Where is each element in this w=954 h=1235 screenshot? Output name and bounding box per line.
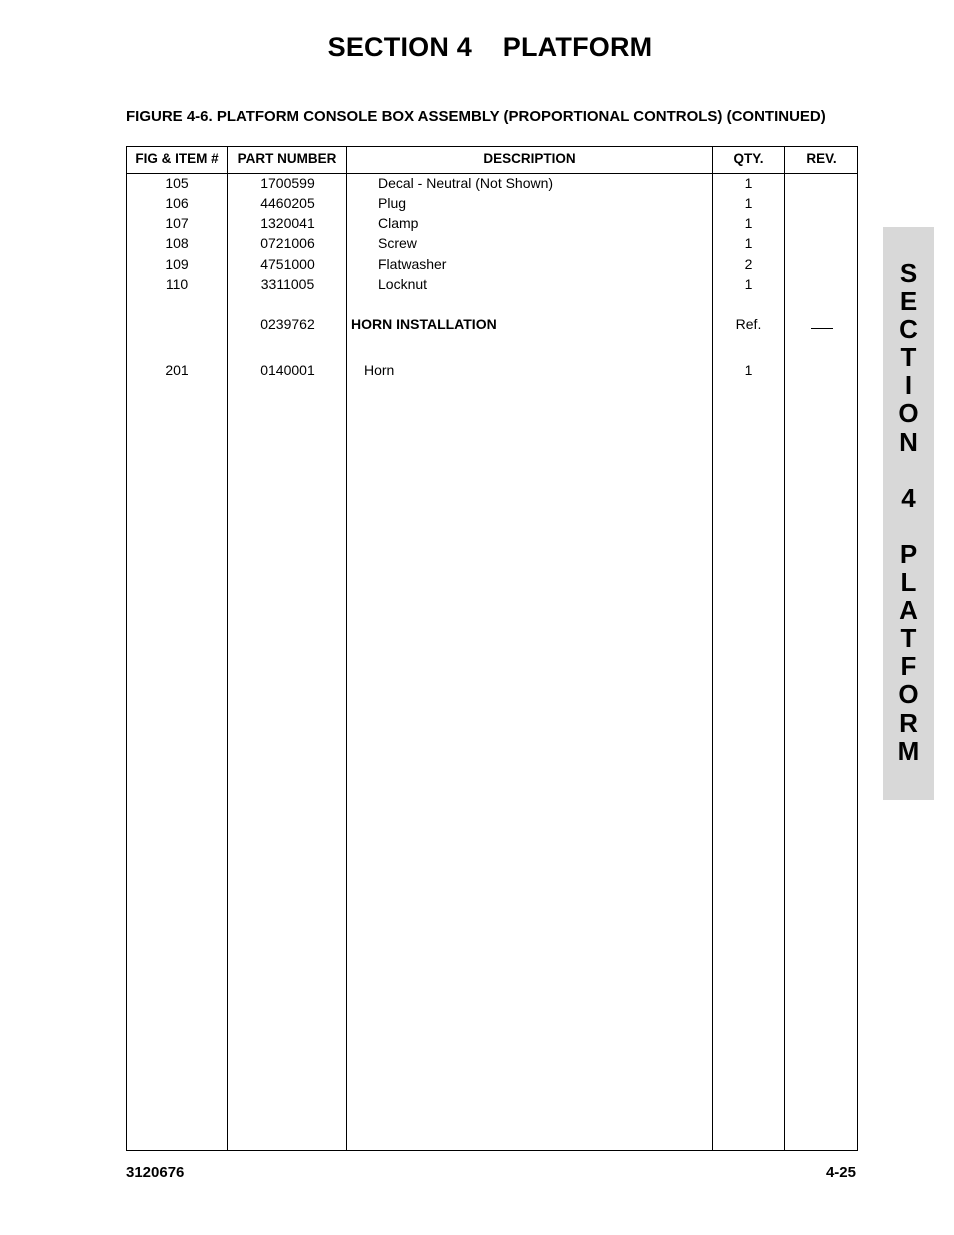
column-divider bbox=[346, 147, 347, 1150]
column-header-qty: QTY. bbox=[733, 151, 764, 166]
part-number: 3311005 bbox=[260, 276, 315, 292]
description: Decal - Neutral (Not Shown) bbox=[378, 175, 554, 191]
part-number: 0721006 bbox=[260, 235, 315, 251]
section-side-tab bbox=[883, 227, 934, 800]
page-title: SECTION 4 PLATFORM bbox=[327, 32, 653, 62]
quantity: 1 bbox=[744, 276, 753, 292]
description: Locknut bbox=[378, 276, 428, 292]
part-number: 0140001 bbox=[260, 362, 315, 378]
item-number: 110 bbox=[165, 276, 189, 292]
item-number: 106 bbox=[165, 195, 189, 211]
side-tab-letter: E bbox=[899, 286, 918, 317]
item-number: 109 bbox=[165, 256, 189, 272]
table-row bbox=[127, 360, 857, 380]
column-header-fig-item: FIG & ITEM # bbox=[135, 151, 219, 166]
quantity: Ref. bbox=[735, 316, 762, 332]
description: Horn bbox=[364, 362, 395, 378]
quantity: 1 bbox=[744, 235, 753, 251]
side-tab-label bbox=[883, 259, 934, 765]
table-row bbox=[127, 254, 857, 274]
description: Screw bbox=[378, 235, 417, 251]
side-tab-letter: N bbox=[899, 426, 918, 457]
side-tab-letter: T bbox=[900, 342, 917, 373]
side-tab-letter: O bbox=[898, 398, 919, 429]
figure-title: FIGURE 4-6. PLATFORM CONSOLE BOX ASSEMBLY (PROPORTIONAL CONTROLS) (CONTINUED) bbox=[126, 108, 826, 125]
revision-dash bbox=[811, 314, 833, 329]
part-number: 4751000 bbox=[260, 256, 315, 272]
column-divider bbox=[784, 147, 785, 1150]
column-header-rev: REV. bbox=[806, 151, 837, 166]
quantity: 2 bbox=[744, 256, 753, 272]
side-tab-letter bbox=[883, 456, 934, 484]
page-number: 4-25 bbox=[825, 1164, 856, 1181]
item-number: 105 bbox=[165, 175, 189, 191]
side-tab-letter: F bbox=[900, 651, 917, 682]
item-number: 201 bbox=[165, 362, 189, 378]
side-tab-letter: T bbox=[900, 623, 917, 654]
table-row bbox=[127, 193, 857, 213]
side-tab-letter: C bbox=[899, 314, 918, 345]
table-row bbox=[127, 233, 857, 253]
parts-table bbox=[126, 146, 858, 1151]
column-divider bbox=[227, 147, 228, 1150]
part-number: 1320041 bbox=[260, 215, 315, 231]
column-divider bbox=[712, 147, 713, 1150]
quantity: 1 bbox=[744, 215, 753, 231]
table-row bbox=[127, 274, 857, 294]
side-tab-letter bbox=[883, 512, 934, 540]
quantity: 1 bbox=[744, 175, 753, 191]
item-number: 107 bbox=[165, 215, 189, 231]
side-tab-letter: A bbox=[899, 595, 918, 626]
table-row bbox=[127, 213, 857, 233]
part-number: 4460205 bbox=[260, 195, 315, 211]
side-tab-letter: M bbox=[897, 735, 920, 766]
item-number: 108 bbox=[165, 235, 189, 251]
side-tab-letter: L bbox=[900, 567, 917, 598]
quantity: 1 bbox=[744, 362, 753, 378]
part-number: 0239762 bbox=[260, 316, 315, 332]
description: HORN INSTALLATION bbox=[351, 316, 497, 332]
side-tab-letter: 4 bbox=[901, 482, 916, 513]
quantity: 1 bbox=[744, 195, 753, 211]
description: Flatwasher bbox=[378, 256, 447, 272]
part-number: 1700599 bbox=[260, 175, 315, 191]
document-number: 3120676 bbox=[126, 1164, 185, 1181]
description: Plug bbox=[378, 195, 407, 211]
description: Clamp bbox=[378, 215, 419, 231]
table-row bbox=[127, 314, 857, 334]
side-tab-letter: O bbox=[898, 679, 919, 710]
column-header-description: DESCRIPTION bbox=[483, 151, 576, 166]
side-tab-letter: R bbox=[899, 707, 918, 738]
revision-mark bbox=[785, 314, 858, 334]
side-tab-letter: I bbox=[904, 370, 913, 401]
table-row bbox=[127, 173, 857, 193]
column-header-part-number: PART NUMBER bbox=[237, 151, 337, 166]
side-tab-letter: P bbox=[899, 538, 918, 569]
side-tab-letter: S bbox=[899, 258, 918, 288]
